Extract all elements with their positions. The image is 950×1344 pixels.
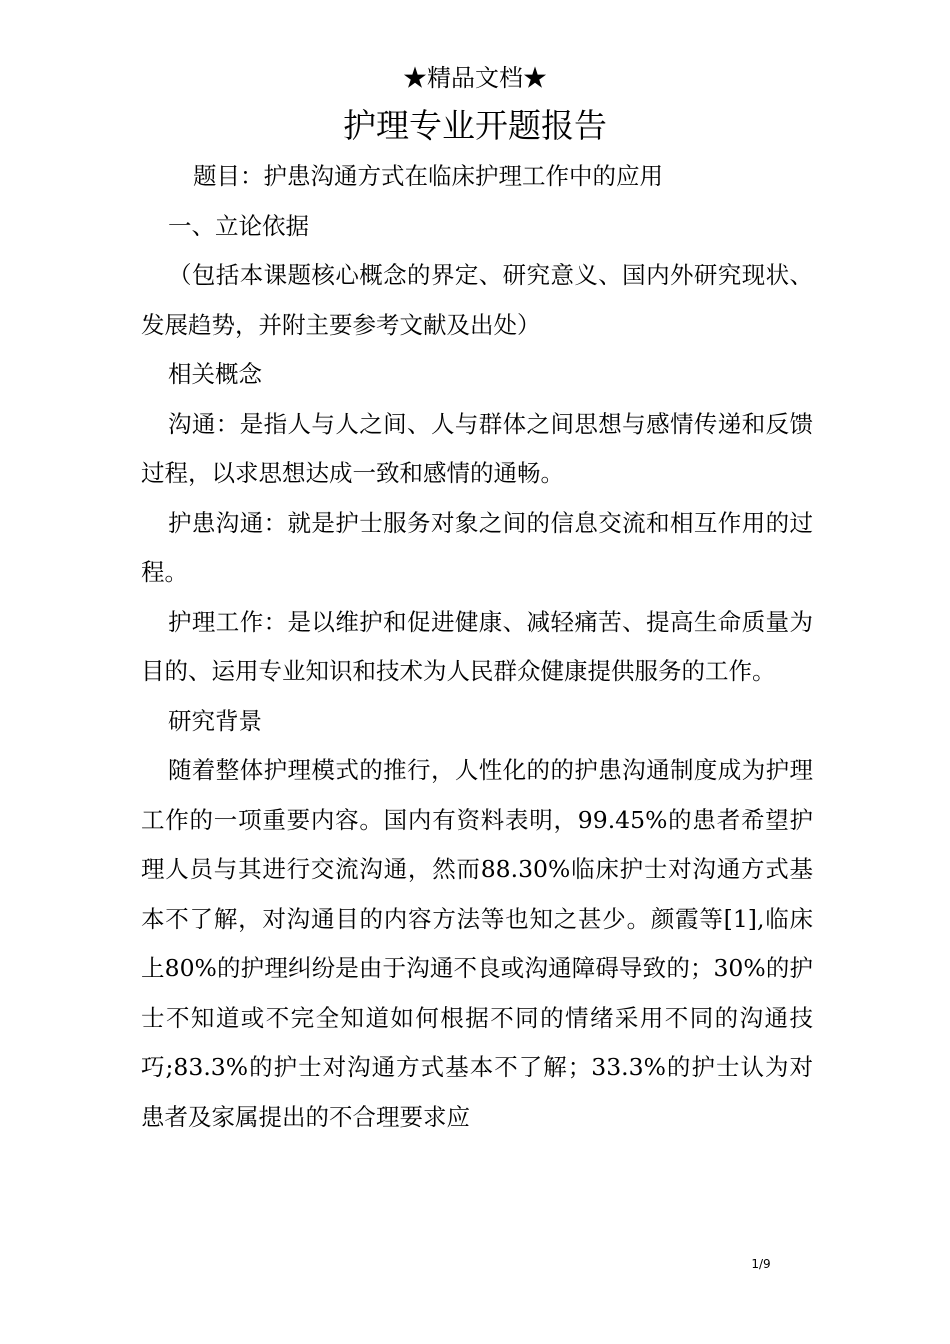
document-body — [141, 152, 813, 1142]
concepts-heading: 相关概念 — [168, 360, 262, 388]
definition-nurse-patient-communication: 护患沟通：就是护士服务对象之间的信息交流和相互作用的过程。 — [141, 508, 813, 586]
page-header: ★精品文档★ — [403, 64, 547, 92]
background-paragraph: 随着整体护理模式的推行，人性化的的护患沟通制度成为护理工作的一项重要内容。国内有资料表明，99.45%的患者希望护理人员与其进行交流沟通，然而88.30%临床护士对沟通方式基本不了解，对沟通目的内容方法等也知之甚少。颜霞等[1],临床上80%的护理纠纷是由于沟通不良或沟通障碍导致的；30%的护士不知道或不完全知道如何根据不同的情绪采用不同的沟通技巧;83.3%的护士对沟通方式基本不了解；33.3%的护士认为对患者及家属提出的不合理要求应 — [141, 756, 813, 1131]
definition-nursing-work: 护理工作：是以维护和促进健康、减轻痛苦、提高生命质量为目的、运用专业知识和技术为人民群众健康提供服务的工作。 — [141, 607, 813, 685]
document-title: 护理专业开题报告 — [343, 106, 607, 145]
definition-communication: 沟通：是指人与人之间、人与群体之间思想与感情传递和反馈过程，以求思想达成一致和感情的通畅。 — [141, 409, 813, 487]
page-number: 1/9 — [751, 1257, 771, 1271]
subject-line: 题目：护患沟通方式在临床护理工作中的应用 — [193, 162, 663, 190]
section-note: （包括本课题核心概念的界定、研究意义、国内外研究现状、发展趋势，并附主要参考文献及出处） — [141, 261, 813, 339]
section-heading: 一、立论依据 — [168, 211, 309, 240]
background-heading: 研究背景 — [168, 706, 262, 735]
